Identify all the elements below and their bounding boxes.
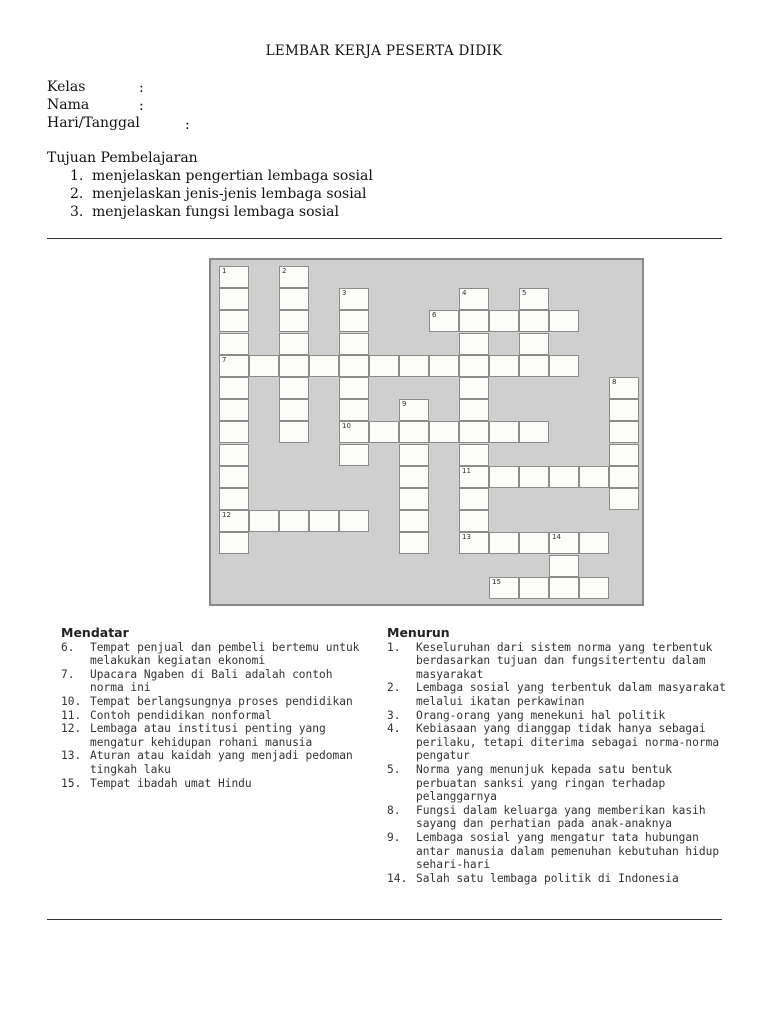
- crossword-cell[interactable]: [489, 577, 519, 599]
- crossword-cell[interactable]: [549, 466, 579, 488]
- divider-bottom: [47, 919, 722, 920]
- cell-number: 13: [462, 533, 471, 542]
- crossword-cell[interactable]: [399, 444, 429, 466]
- cell-number: 14: [552, 533, 561, 542]
- cell-number: 15: [492, 577, 501, 586]
- clues-down: [387, 626, 727, 885]
- crossword-cell[interactable]: [399, 399, 429, 421]
- crossword-cell[interactable]: [609, 421, 639, 443]
- clue-text: Lembaga sosial yang mengatur tata hubungan antar manusia dalam pemenuhan kebutuhan hidup sehari-hari: [416, 830, 720, 872]
- clue-number: 5.: [387, 762, 401, 776]
- crossword-cell[interactable]: [219, 377, 249, 399]
- crossword-cell[interactable]: [519, 532, 549, 554]
- crossword-cell[interactable]: [399, 510, 429, 532]
- clue-number: 7.: [61, 667, 75, 681]
- crossword-cell[interactable]: [459, 288, 489, 310]
- crossword-cell[interactable]: [279, 288, 309, 310]
- crossword-cell[interactable]: [579, 577, 609, 599]
- crossword-cell[interactable]: [489, 310, 519, 332]
- cell-number: 6: [432, 311, 437, 320]
- crossword-cell[interactable]: [459, 333, 489, 355]
- crossword-cell[interactable]: [369, 355, 399, 377]
- crossword-cell[interactable]: [339, 355, 369, 377]
- crossword-cell[interactable]: [339, 288, 369, 310]
- cell-number: 3: [342, 289, 347, 298]
- field-colon: :: [185, 117, 190, 133]
- crossword-cell[interactable]: [219, 466, 249, 488]
- clue-number: 15.: [61, 776, 82, 790]
- clue-text: Lembaga sosial yang terbentuk dalam masyarakat melalui ikatan perkawinan: [416, 681, 726, 708]
- clue-text: Salah satu lembaga politik di Indonesia: [416, 871, 679, 885]
- clue-down-4: [387, 722, 727, 763]
- clue-text: Aturan atau kaidah yang menjadi pedoman tingkah laku: [90, 749, 353, 776]
- crossword-cell[interactable]: [519, 466, 549, 488]
- crossword-cell[interactable]: [219, 488, 249, 510]
- crossword-cell[interactable]: [549, 555, 579, 577]
- crossword-cell[interactable]: [369, 421, 399, 443]
- crossword-cell[interactable]: [399, 488, 429, 510]
- cell-number: 2: [282, 267, 287, 275]
- clue-text: Tempat berlangsungnya proses pendidikan: [90, 694, 353, 708]
- crossword-cell[interactable]: [279, 377, 309, 399]
- crossword-cell[interactable]: [309, 510, 339, 532]
- crossword-cell[interactable]: [339, 421, 369, 443]
- clue-across-6: [61, 641, 361, 668]
- crossword-cell[interactable]: [219, 266, 249, 288]
- clue-text: Tempat penjual dan pembeli bertemu untuk melakukan kegiatan ekonomi: [90, 640, 360, 668]
- crossword-grid: [209, 258, 644, 606]
- field-hari-tanggal: [47, 115, 140, 131]
- crossword-cell[interactable]: [249, 510, 279, 532]
- clue-number: 8.: [387, 803, 401, 817]
- crossword-cell[interactable]: [279, 510, 309, 532]
- crossword-cell[interactable]: [279, 355, 309, 377]
- field-kelas: [47, 79, 85, 95]
- crossword-cell[interactable]: [459, 377, 489, 399]
- field-colon: :: [139, 98, 144, 114]
- cell-number: 7: [222, 355, 227, 364]
- crossword-cell[interactable]: [279, 333, 309, 355]
- crossword-cell[interactable]: [489, 421, 519, 443]
- crossword-cell[interactable]: [579, 466, 609, 488]
- crossword-cell[interactable]: [279, 310, 309, 332]
- objective-number: 3.: [70, 204, 84, 220]
- objective-item: [70, 204, 339, 220]
- crossword-cell[interactable]: [339, 399, 369, 421]
- crossword-cell[interactable]: [549, 355, 579, 377]
- clue-down-9: [387, 831, 727, 872]
- objective-text: menjelaskan jenis-jenis lembaga sosial: [92, 186, 367, 202]
- clue-number: 3.: [387, 708, 401, 722]
- crossword-cell[interactable]: [219, 333, 249, 355]
- clue-text: Lembaga atau institusi penting yang mengatur kehidupan rohani manusia: [90, 722, 326, 749]
- clue-text: Keseluruhan dari sistem norma yang terbentuk berdasarkan tujuan dan fungsitertentu dalam masyarakat: [416, 640, 713, 681]
- clue-number: 11.: [61, 708, 82, 722]
- across-heading: Mendatar: [61, 625, 129, 640]
- crossword-cell[interactable]: [519, 355, 549, 377]
- cell-number: 4: [462, 289, 467, 298]
- field-label: Nama: [47, 97, 90, 113]
- clue-number: 12.: [61, 722, 82, 736]
- clue-number: 4.: [387, 722, 401, 736]
- crossword-cell[interactable]: [279, 399, 309, 421]
- crossword-cell[interactable]: [339, 377, 369, 399]
- clue-across-10: [61, 695, 361, 709]
- clue-text: Kebiasaan yang dianggap tidak hanya sebagai perilaku, tetapi diterima sebagai norma-norma pengatur: [416, 722, 720, 763]
- clue-number: 6.: [61, 640, 75, 654]
- crossword-cell[interactable]: [219, 510, 249, 532]
- clue-down-14: [387, 872, 727, 886]
- crossword-cell[interactable]: [459, 421, 489, 443]
- field-colon: :: [139, 80, 144, 96]
- crossword-cell[interactable]: [459, 444, 489, 466]
- clue-text: Tempat ibadah umat Hindu: [90, 776, 252, 790]
- crossword-cell[interactable]: [429, 355, 459, 377]
- field-label: Hari/Tanggal: [47, 115, 140, 131]
- crossword-cell[interactable]: [549, 310, 579, 332]
- clue-across-11: [61, 709, 361, 723]
- crossword-cell[interactable]: [459, 310, 489, 332]
- clue-down-5: [387, 763, 727, 804]
- crossword-cell[interactable]: [219, 310, 249, 332]
- down-heading: Menurun: [387, 625, 450, 640]
- crossword-cell[interactable]: [459, 355, 489, 377]
- clue-number: 2.: [387, 681, 401, 695]
- cell-number: 9: [402, 400, 407, 409]
- divider-top: [47, 238, 722, 239]
- crossword-cell[interactable]: [219, 532, 249, 554]
- field-nama: [47, 97, 89, 113]
- crossword-cell[interactable]: [519, 288, 549, 310]
- clue-text: Norma yang menunjuk kepada satu bentuk perbuatan sanksi yang ringan terhadap pelanggarnya: [416, 762, 672, 804]
- crossword-cell[interactable]: [219, 399, 249, 421]
- clue-text: Fungsi dalam keluarga yang memberikan kasih sayang dan perhatian pada anak-anaknya: [416, 803, 706, 831]
- crossword-cell[interactable]: [309, 355, 339, 377]
- cell-number: 5: [522, 289, 527, 298]
- objective-text: menjelaskan fungsi lembaga sosial: [92, 204, 340, 220]
- crossword-cell[interactable]: [399, 466, 429, 488]
- clue-number: 14.: [387, 871, 408, 885]
- cell-number: 1: [222, 267, 227, 275]
- crossword-cell[interactable]: [489, 532, 519, 554]
- crossword-cell[interactable]: [219, 444, 249, 466]
- cell-number: 10: [342, 422, 351, 431]
- clue-down-3: [387, 709, 727, 723]
- crossword-cell[interactable]: [459, 488, 489, 510]
- crossword-cell[interactable]: [219, 421, 249, 443]
- field-label: Kelas: [47, 79, 86, 95]
- crossword-cell[interactable]: [519, 333, 549, 355]
- crossword-cell[interactable]: [609, 488, 639, 510]
- clue-text: Upacara Ngaben di Bali adalah contoh norma ini: [90, 667, 333, 695]
- crossword-cell[interactable]: [339, 310, 369, 332]
- clue-across-13: [61, 749, 361, 776]
- clue-number: 10.: [61, 694, 82, 708]
- objective-text: menjelaskan pengertian lembaga sosial: [92, 168, 373, 184]
- crossword-cell[interactable]: [429, 310, 459, 332]
- cell-number: 11: [462, 466, 471, 475]
- cell-number: 12: [222, 511, 231, 520]
- crossword-cell[interactable]: [489, 466, 519, 488]
- crossword-cell[interactable]: [219, 355, 249, 377]
- crossword-cell[interactable]: [279, 421, 309, 443]
- clue-down-8: [387, 804, 727, 831]
- crossword-cell[interactable]: [459, 532, 489, 554]
- crossword-cell[interactable]: [339, 333, 369, 355]
- clue-across-7: [61, 668, 361, 695]
- objectives-heading: Tujuan Pembelajaran: [47, 150, 198, 166]
- crossword-cell[interactable]: [609, 399, 639, 421]
- clue-number: 13.: [61, 749, 82, 763]
- clue-down-2: [387, 681, 727, 708]
- cell-number: 8: [612, 378, 617, 386]
- crossword-cell[interactable]: [549, 577, 579, 599]
- clue-across-15: [61, 777, 361, 791]
- clue-number: 1.: [387, 640, 401, 654]
- crossword-cell[interactable]: [339, 510, 369, 532]
- clue-text: Contoh pendidikan nonformal: [90, 708, 272, 722]
- crossword-cell[interactable]: [489, 355, 519, 377]
- clues-across: [61, 626, 361, 790]
- crossword-cell[interactable]: [429, 421, 459, 443]
- crossword-cell[interactable]: [279, 266, 309, 288]
- crossword-cell[interactable]: [549, 532, 579, 554]
- crossword-cell[interactable]: [609, 377, 639, 399]
- crossword-cell[interactable]: [459, 466, 489, 488]
- clue-number: 9.: [387, 830, 401, 844]
- objective-item: [70, 186, 367, 202]
- worksheet-title: LEMBAR KERJA PESERTA DIDIK: [265, 43, 503, 59]
- crossword-cell[interactable]: [399, 355, 429, 377]
- objective-item: [70, 168, 373, 184]
- crossword-cell[interactable]: [219, 288, 249, 310]
- objective-number: 2.: [70, 186, 84, 202]
- clue-text: Orang-orang yang menekuni hal politik: [416, 708, 666, 722]
- objective-number: 1.: [70, 168, 84, 184]
- crossword-cell[interactable]: [339, 444, 369, 466]
- crossword-cell[interactable]: [459, 399, 489, 421]
- crossword-cell[interactable]: [609, 466, 639, 488]
- crossword-cell[interactable]: [519, 577, 549, 599]
- clue-down-1: [387, 641, 727, 682]
- crossword-cell[interactable]: [519, 421, 549, 443]
- crossword-cell[interactable]: [519, 310, 549, 332]
- crossword-cell[interactable]: [249, 355, 279, 377]
- crossword-cell[interactable]: [399, 421, 429, 443]
- crossword-cell[interactable]: [399, 532, 429, 554]
- crossword-cell[interactable]: [459, 510, 489, 532]
- crossword-cell[interactable]: [609, 444, 639, 466]
- crossword-cell[interactable]: [579, 532, 609, 554]
- clue-across-12: [61, 722, 361, 749]
